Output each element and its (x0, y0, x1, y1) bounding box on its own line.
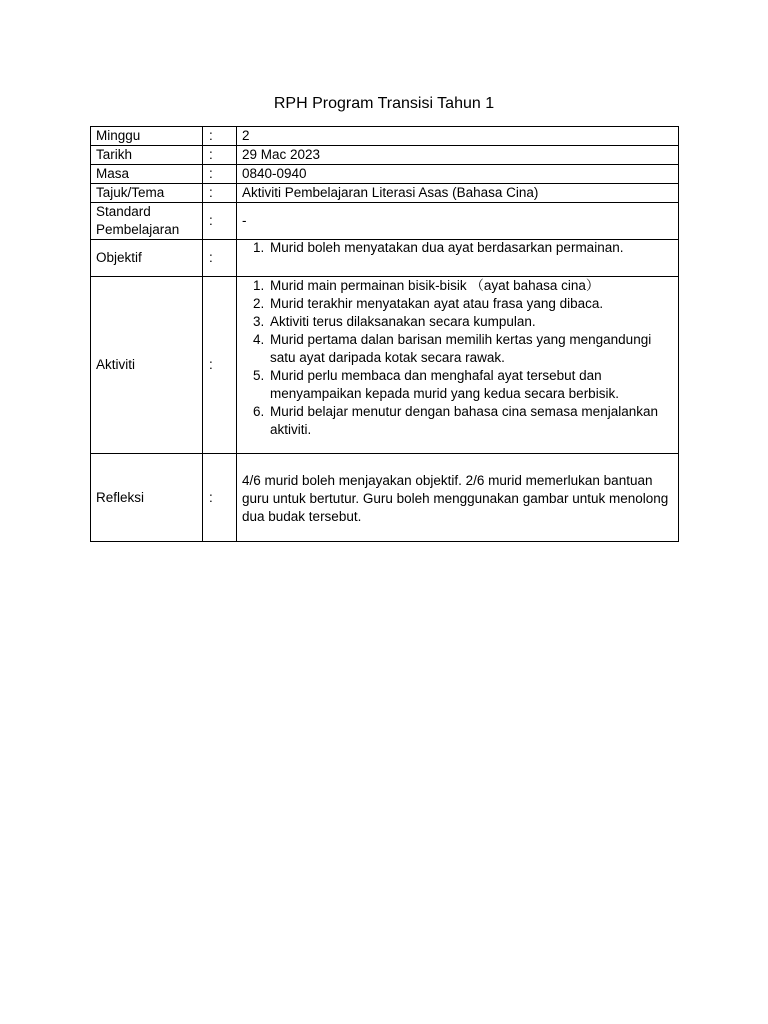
row-value: 2 (237, 127, 679, 146)
row-label: Masa (91, 165, 203, 184)
row-refleksi (91, 454, 679, 542)
row-colon: : (203, 277, 237, 454)
row-value: 0840-0940 (237, 165, 679, 184)
row-value: Aktiviti Pembelajaran Literasi Asas (Bahasa Cina) (237, 184, 679, 203)
aktiviti-item: 3. Aktiviti terus dilaksanakan secara kumpulan. (268, 313, 673, 331)
aktiviti-item: 1. Murid main permainan bisik-bisik （ayat bahasa cina） (268, 277, 673, 295)
row-label: Tarikh (91, 146, 203, 165)
row-value: 29 Mac 2023 (237, 146, 679, 165)
row-colon: : (203, 184, 237, 203)
row-minggu (91, 127, 679, 146)
aktiviti-cell (237, 277, 679, 454)
row-colon: : (203, 240, 237, 277)
objektif-item: 1. Murid boleh menyatakan dua ayat berdasarkan permainan. (268, 239, 673, 257)
row-colon: : (203, 454, 237, 542)
aktiviti-item: 5. Murid perlu membaca dan menghafal ayat tersebut dan menyampaikan kepada murid yang kedua secara berbisik. (268, 367, 673, 403)
row-colon: : (203, 127, 237, 146)
row-label: Minggu (91, 127, 203, 146)
row-label: Standard Pembelajaran (91, 203, 203, 240)
row-colon: : (203, 165, 237, 184)
row-colon: : (203, 203, 237, 240)
row-standard-pembelajaran (91, 203, 679, 240)
lesson-plan-table (90, 126, 679, 542)
row-tajuk-tema (91, 184, 679, 203)
row-tarikh (91, 146, 679, 165)
row-value: - (237, 203, 679, 240)
page-title: RPH Program Transisi Tahun 1 (273, 95, 495, 112)
aktiviti-list (242, 277, 673, 439)
aktiviti-item: 2. Murid terakhir menyatakan ayat atau frasa yang dibaca. (268, 295, 673, 313)
objektif-cell (237, 240, 679, 277)
row-label: Tajuk/Tema (91, 184, 203, 203)
refleksi-cell (237, 454, 679, 542)
row-objektif (91, 240, 679, 277)
row-label: Aktiviti (91, 277, 203, 454)
objektif-list (242, 239, 673, 257)
aktiviti-item: 4. Murid pertama dalan barisan memilih kertas yang mengandungi satu ayat daripada kotak secara rawak. (268, 331, 673, 367)
refleksi-text: 4/6 murid boleh menjayakan objektif. 2/6 murid memerlukan bantuan guru untuk bertutur. Guru boleh menggunakan gambar untuk menolong dua budak tersebut. (242, 472, 669, 524)
aktiviti-item: 6. Murid belajar menutur dengan bahasa cina semasa menjalankan aktiviti. (268, 403, 673, 439)
row-label: Refleksi (91, 454, 203, 542)
row-masa (91, 165, 679, 184)
row-colon: : (203, 146, 237, 165)
row-label: Objektif (91, 240, 203, 277)
row-aktiviti (91, 277, 679, 454)
